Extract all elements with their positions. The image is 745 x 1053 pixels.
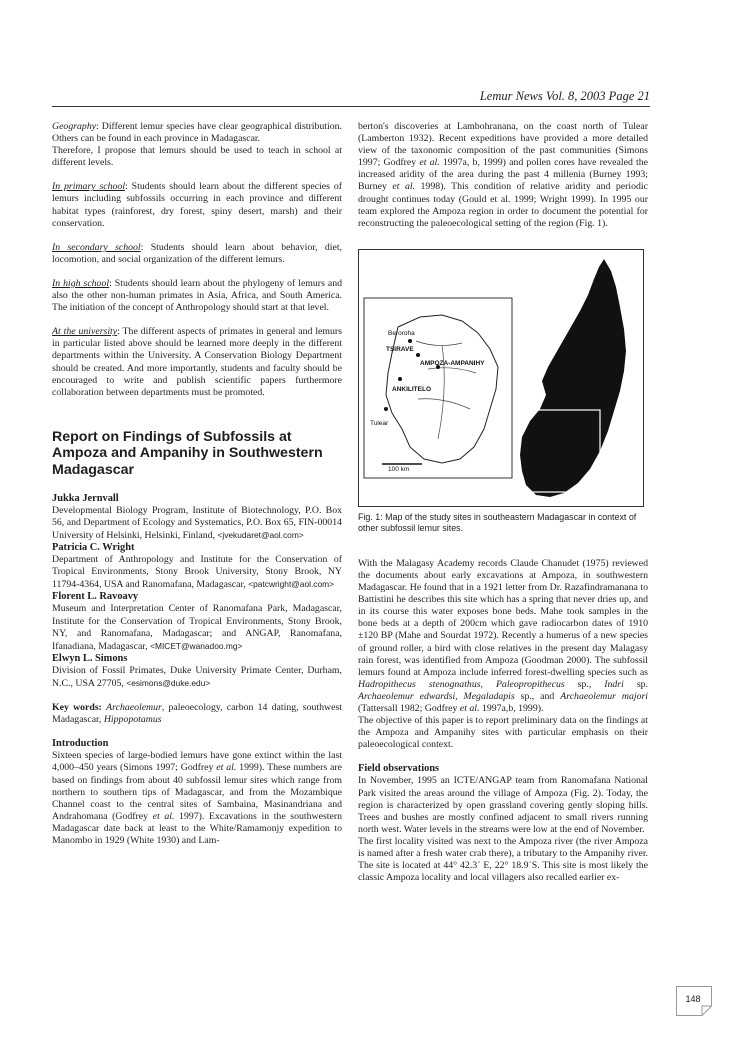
site-marker	[398, 377, 402, 381]
map-label-tsirave: TSIRAVE	[386, 345, 414, 353]
map-label-tulear: Tulear	[370, 419, 389, 427]
author-name: Jukka Jernvall	[52, 492, 119, 504]
author-email[interactable]: <MICET@wanadoo.mg>	[150, 640, 243, 651]
header-rule	[52, 106, 650, 107]
right-column	[358, 121, 648, 884]
field-paragraph: In November, 1995 an ICTE/ANGAP team from Ranomafana National Park visited the areas around the village of Ampoza (Fig. 2). Today, the region is characterized by open grassland covering gently sloping hills. Trees and bushes are mostly confined adjacent to small rivers running north west. Water levels in the streams were low at the end of November.	[358, 775, 648, 835]
site-marker	[384, 407, 388, 411]
map-scale-label: 100 km	[388, 465, 410, 473]
madagascar-map	[358, 249, 644, 507]
high-school-paragraph: In high school: Students should learn about the phylogeny of lemurs and also the other non-human primates in Asia, Africa, and South America. The initiation of the concept of Anthropology should start at that level.	[52, 277, 342, 314]
map-label-ampoza: AMPOZA-AMPANIHY	[420, 359, 485, 367]
primary-school-paragraph: In primary school: Students should learn about the different species of lemurs including subfossils occurring in each province and different habitat types (rainforest, dry forest, spiny desert, marsh) and their conservation.	[52, 181, 342, 229]
introduction-paragraph: Sixteen species of large-bodied lemurs have gone extinct within the last 4,000–450 years (Simons 1997; Godfrey et al. 1999). These numbers are based on findings from about 40 subfossil lemur sites which range from northern to southern tips of Madagascar, and from the Mozambique Channel coast to the central sites of Sambaina, Masinandriana and Andrahomana (Godfrey et al. 1997). Excavations in the southwestern Madagascar date back at least to the White/Ramamonjy expedition to Manombo in 1929 (White 1930) and Lam-	[52, 750, 342, 846]
objective-paragraph: The objective of this paper is to report preliminary data on the findings at the Ampoza and Ampanihy sites with particular emphasis on their paleoecological context.	[358, 715, 648, 751]
map-label-beroroha: Beroroha	[388, 329, 415, 337]
author-email[interactable]: <jvekudaret@aol.com>	[217, 529, 304, 540]
author-affiliation: Museum and Interpretation Center of Ranomafana Park, Madagascar, Institute for the Conservation of Tropical Environments, Stony Brook, NY, and Ranomafana, Madagascar; and ANGAP, Ranomafana, Ifanadiana, Madagascar, <MICET@wanadoo.mg>	[52, 603, 342, 652]
field-observations-heading: Field observations	[358, 763, 440, 775]
map-label-ankilitelo: ANKILITELO	[392, 385, 431, 393]
author-email[interactable]: <esimons@duke.edu>	[126, 677, 211, 688]
author-name: Patricia C. Wright	[52, 541, 135, 553]
author-affiliation: Department of Anthropology and Institute for the Conservation of Tropical Environments, Stony Brook University, Stony Brook, NY 11794-4364, USA and Ranomafana, Madagascar, <patcwright@aol.com>	[52, 554, 342, 591]
introduction-heading: Introduction	[52, 738, 109, 750]
secondary-school-paragraph: In secondary school: Students should learn about behavior, diet, locomotion, and social organization of the different lemurs.	[52, 241, 342, 265]
records-paragraph: With the Malagasy Academy records Claude Chanudet (1975) reviewed the documents about early excavations at Ampoza, in southwestern Madagascar. He found that in a 1921 letter from Dr. Razafindramanana to Battistini he describes this site which has a spring that never dries up, and in its course this water exposes bone beds. Mahe took samples in the bone beds at a depth of 200cm which gave radiocarbon dates of 1910 ±120 BP (Mahe and Sourdat 1972). Recently a humerus of a new species of ground roller, a bird with close relatives in the present day Malagasy rain forest, was identified from Ampoza (Goodman 2000). The subfossil lemurs found at Ampoza include inferred forest-dwelling species such as Hadropithecus stenognathus, Paleopropithecus sp., Indri sp. Archaeolemur edwardsi, Megaladapis sp., and Archaeolemur majori (Tattersall 1982; Godfrey et al. 1997a,b, 1999).	[358, 557, 649, 714]
university-paragraph: At the university: The different aspects of primates in general and lemurs in particular listed above should be learned more deeply in the different departments within the University. A Conservation Biology Department should be created. And more importantly, students and faculty should be encouraged to write and publish scientific papers furthermore collaboration between departments must be promoted.	[52, 326, 342, 398]
keywords: Key words: Archaeolemur, paleoecology, carbon 14 dating, southwest Madagascar, Hippopotamus	[52, 702, 342, 726]
site-marker	[416, 353, 420, 357]
author-name: Elwyn L. Simons	[52, 652, 128, 664]
page-number-badge	[676, 986, 712, 1016]
figure-caption: Fig. 1: Map of the study sites in southeastern Madagascar in context of other subfossil lemur sites.	[358, 511, 637, 533]
report-title: Report on Findings of Subfossils at Ampoza and Ampanihy in Southwestern Madagascar	[52, 428, 323, 478]
site-marker	[408, 339, 412, 343]
author-name: Florent L. Ravoavy	[52, 591, 139, 603]
author-affiliation: Developmental Biology Program, Institute of Biotechnology, P.O. Box 56, and Department of Ecology and Systematics, P.O. Box 65, FIN-00014 University of Helsinki, Helsinki, Finland, <jvekudaret@aol.com>	[52, 504, 342, 541]
left-column	[52, 121, 342, 847]
page-number: 148	[685, 994, 701, 1004]
running-header: Lemur News Vol. 8, 2003 Page 21	[479, 89, 650, 103]
geography-paragraph: Geography: Different lemur species have clear geographical distribution. Others can be found in each province in Madagascar.	[52, 121, 342, 145]
author-email[interactable]: <patcwright@aol.com>	[248, 579, 335, 590]
locality-paragraph: The first locality visited was next to the Ampoza river (the river Ampoza is named after a fresh water crab there), a tributary to the Ampanihy river. The site is located at 44° 42.3´ E, 22° 18.9´S. This site is most likely the classic Ampoza locality and local villagers also recalled earlier ex-	[358, 835, 648, 884]
propose-paragraph: Therefore, I propose that lemurs should be used to teach in school at different levels.	[52, 145, 342, 169]
author-affiliation: Division of Fossil Primates, Duke University Primate Center, Durham, N.C., USA 27705, <esimons@duke.edu>	[52, 664, 342, 689]
history-paragraph: berton's discoveries at Lambohranana, on the coast north of Tulear (Lamberton 1932). Recent expeditions have provided a more detailed view of the taxonomic composition of the past communities (Simons 1997; Godfrey et al. 1997a, b, 1999) and pollen cores have revealed the increased aridity of the area during the past 4 millenia (Burney 1993; Burney et al. 1998). This condition of relative aridity and periodic drought continues today (Gould et al. 1999; Wright 1999). In 1995 our team explored the Ampoza region in order to document the potential for reconstructing the paleoecological setting of the region (Fig. 1).	[358, 121, 649, 229]
